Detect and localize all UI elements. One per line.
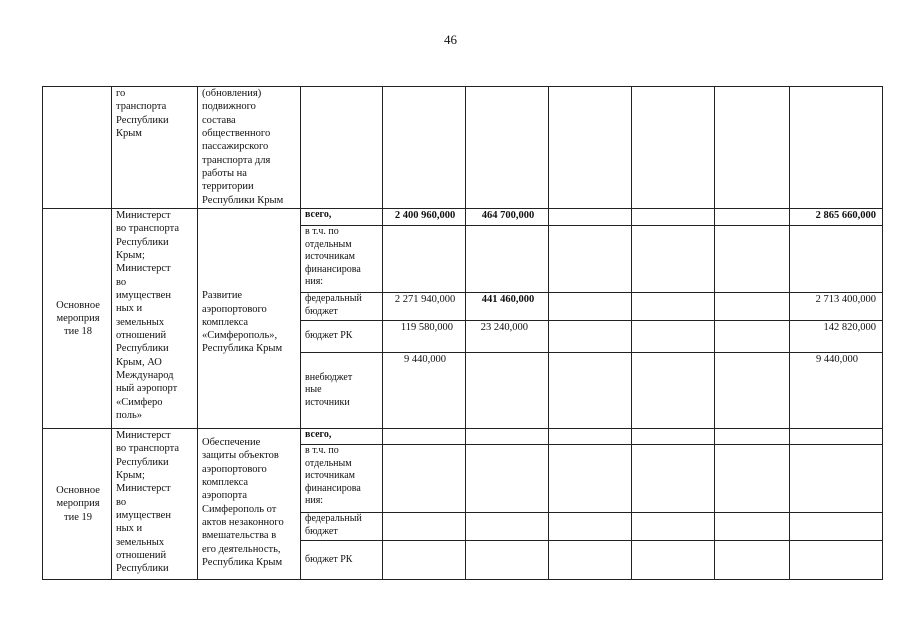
value-2022-cell [466,293,549,321]
name-cell [198,429,301,580]
value-cell [549,293,632,321]
value-cell [549,429,632,445]
value-cell [383,445,466,513]
total-value: 2 713 400,000 [815,294,876,305]
name-cell [198,209,301,429]
value-cell [715,293,790,321]
source-label: бюджет РК [305,330,353,342]
total-cell [790,209,883,226]
value-cell [383,541,466,580]
total-value: 142 820,000 [823,322,876,333]
total-value: 2 865 660,000 [815,210,876,221]
value-2021-cell [383,209,466,226]
value-cell [466,445,549,513]
source-cell [301,226,383,293]
value-cell [549,226,632,293]
source-cell [301,87,383,209]
event18-total-row [43,209,883,226]
source-cell [301,353,383,429]
value-2021: 119 580,000 [400,322,453,333]
value-cell [715,353,790,429]
value-cell [632,293,715,321]
value-cell [466,541,549,580]
budget-table [42,86,883,580]
event18-responsible: Министерст во транспорта Республики Крым; Министерст во имуществен ных и земельных отношений Республики Крым, АО Международ ный аэропорт «Симферо поль» [116,210,180,421]
page-number: 46 [444,32,457,47]
value-2022: 464 700,000 [481,210,535,221]
source-label: федеральный бюджет [305,293,362,317]
source-cell [301,293,383,321]
value-cell [383,429,466,445]
name-cell [198,87,301,209]
total-value: 9 440,000 [816,354,858,365]
event18-name: Развитие аэропортового комплекса «Симферополь», Республика Крым [202,290,283,355]
source-cell [301,541,383,580]
value-2021: 9 440,000 [404,354,446,365]
event-cell [43,87,112,209]
source-cell [301,513,383,541]
responsible-cell [112,87,198,209]
total-cell [790,429,883,445]
value-cell [715,226,790,293]
source-label: федеральный бюджет [305,513,362,537]
source-cell [301,445,383,513]
value-cell [549,321,632,353]
source-label: внебюджет ные источники [305,371,353,408]
value-cell [715,87,790,209]
responsible-cell [112,209,198,429]
value-2021-cell [383,293,466,321]
event-cell [43,209,112,429]
value-cell [715,321,790,353]
source-label: в т.ч. по отдельным источникам финансирова ния: [305,445,361,506]
total-cell [790,513,883,541]
source-cell [301,429,383,445]
total-cell [790,321,883,353]
value-cell [632,353,715,429]
source-label: всего, [305,429,332,440]
value-2021-cell [383,321,466,353]
value-cell [632,445,715,513]
source-cell [301,209,383,226]
total-cell [790,226,883,293]
value-cell [383,226,466,293]
event19-responsible: Министерст во транспорта Республики Крым; Министерст во имуществен ных и земельных отношений Республики [116,430,180,575]
value-cell [549,445,632,513]
total-cell [790,87,883,209]
value-cell [632,87,715,209]
value-cell [549,209,632,226]
value-2021-cell [383,353,466,429]
value-cell [549,87,632,209]
value-cell [549,513,632,541]
total-cell [790,293,883,321]
source-label: бюджет РК [305,553,353,565]
total-cell [790,541,883,580]
total-cell [790,445,883,513]
value-2021: 2 400 960,000 [394,210,456,221]
value-cell [632,513,715,541]
value-cell [632,209,715,226]
responsible-cell [112,429,198,580]
value-cell [715,541,790,580]
value-cell [715,445,790,513]
value-cell [549,541,632,580]
event19-total-row [43,429,883,445]
value-cell [715,513,790,541]
measure-name-text: (обновления) подвижного состава общественного пассажирского транспорта для работы на территории Республики Крым [202,88,284,206]
value-cell [466,226,549,293]
value-cell [632,321,715,353]
value-cell [632,226,715,293]
value-cell [715,429,790,445]
source-label: всего, [305,209,332,220]
value-2022: 441 460,000 [481,294,535,305]
responsible-text: го транспорта Республики Крым [116,88,169,139]
value-cell [466,429,549,445]
value-cell [383,87,466,209]
continuation-row [43,87,883,209]
value-cell [466,353,549,429]
value-cell [466,87,549,209]
value-2022-cell [466,321,549,353]
source-label: в т.ч. по отдельным источникам финансирова ния: [305,226,361,287]
value-cell [549,353,632,429]
value-2021: 2 271 940,000 [394,294,456,305]
value-2022: 23 240,000 [480,322,528,333]
value-cell [632,541,715,580]
source-cell [301,321,383,353]
value-2022-cell [466,209,549,226]
value-cell [383,513,466,541]
value-cell [715,209,790,226]
event19-name: Обеспечение защиты объектов аэропортового комплекса аэропорта Симферополь от актов незаконного вмешательства в его деятельность, Республика Крым [202,437,284,568]
event-cell [43,429,112,580]
value-cell [466,513,549,541]
total-cell [790,353,883,429]
value-cell [632,429,715,445]
event18-label: Основное мероприя тие 18 [56,299,100,338]
event19-label: Основное мероприя тие 19 [56,485,100,523]
